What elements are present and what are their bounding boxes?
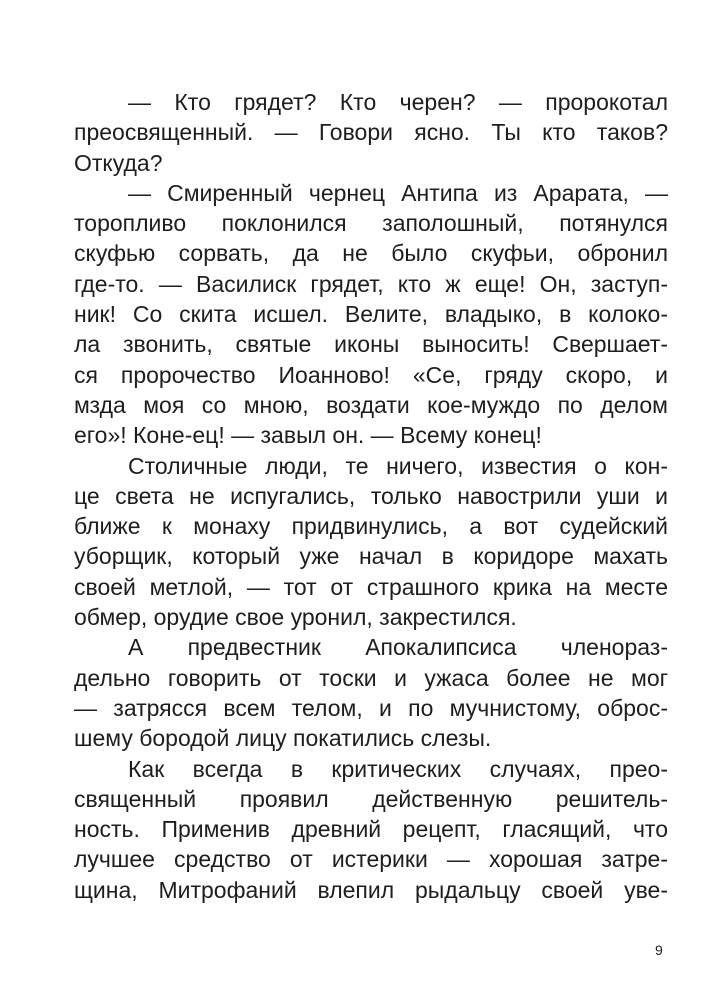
text-line: уборщик, который уже начал в коридоре махать: [74, 543, 668, 570]
text-line: — Кто грядет? Кто черен? — пророкотал: [128, 89, 668, 115]
text-line: ла звонить, святые иконы выносить! Свершает-: [74, 331, 668, 358]
text-line: щина, Митрофаний влепил рыдальцу своей уве-: [74, 876, 668, 903]
text-line: — затрясся всем телом, и по мучнистому, оброс-: [74, 694, 668, 721]
text-line: — Смиренный чернец Антипа из Арарата, —: [128, 179, 668, 206]
text-line: скуфью сорвать, да не было скуфьи, обронил: [74, 240, 668, 267]
text-line: Столичные люди, те ничего, известия о кон-: [128, 452, 668, 479]
text-line: своей метлой, — тот от страшного крика на месте: [74, 573, 668, 600]
text-line: Как всегда в критических случаях, прео-: [128, 755, 668, 782]
text-line: его»! Коне-ец! — завыл он. — Всему конец!: [74, 422, 542, 449]
page-text: [74, 87, 668, 905]
text-line: Откуда?: [74, 149, 163, 176]
text-line: шему бородой лицу покатились слезы.: [74, 725, 492, 752]
page-number: 9: [655, 942, 663, 958]
text-line: обмер, орудие свое уронил, закрестился.: [74, 604, 517, 631]
text-line: преосвященный. — Говори ясно. Ты кто таков?: [74, 119, 668, 146]
text-line: ник! Со скита исшел. Велите, владыко, в колоко-: [74, 301, 668, 328]
text-line: торопливо поклонился заполошный, потянулся: [74, 210, 668, 237]
text-line: А предвестник Апокалипсиса членораз-: [128, 634, 668, 661]
text-line: лучшее средство от истерики — хорошая затре-: [74, 846, 668, 873]
text-line: ность. Применив древний рецепт, гласящий, что: [74, 816, 668, 843]
text-line: ся пророчество Иоанново! «Се, гряду скоро, и: [74, 361, 668, 388]
text-line: це света не испугались, только навострили уши и: [74, 482, 668, 509]
text-line: мзда моя со мною, воздати кое-муждо по делом: [74, 391, 668, 418]
text-line: где-то. — Василиск грядет, кто ж еще! Он, заступ-: [74, 270, 668, 297]
text-line: дельно говорить от тоски и ужаса более не мог: [74, 664, 668, 691]
text-line: ближе к монаху придвинулись, а вот судейский: [74, 513, 668, 540]
text-line: священный проявил действенную решитель-: [74, 785, 668, 812]
